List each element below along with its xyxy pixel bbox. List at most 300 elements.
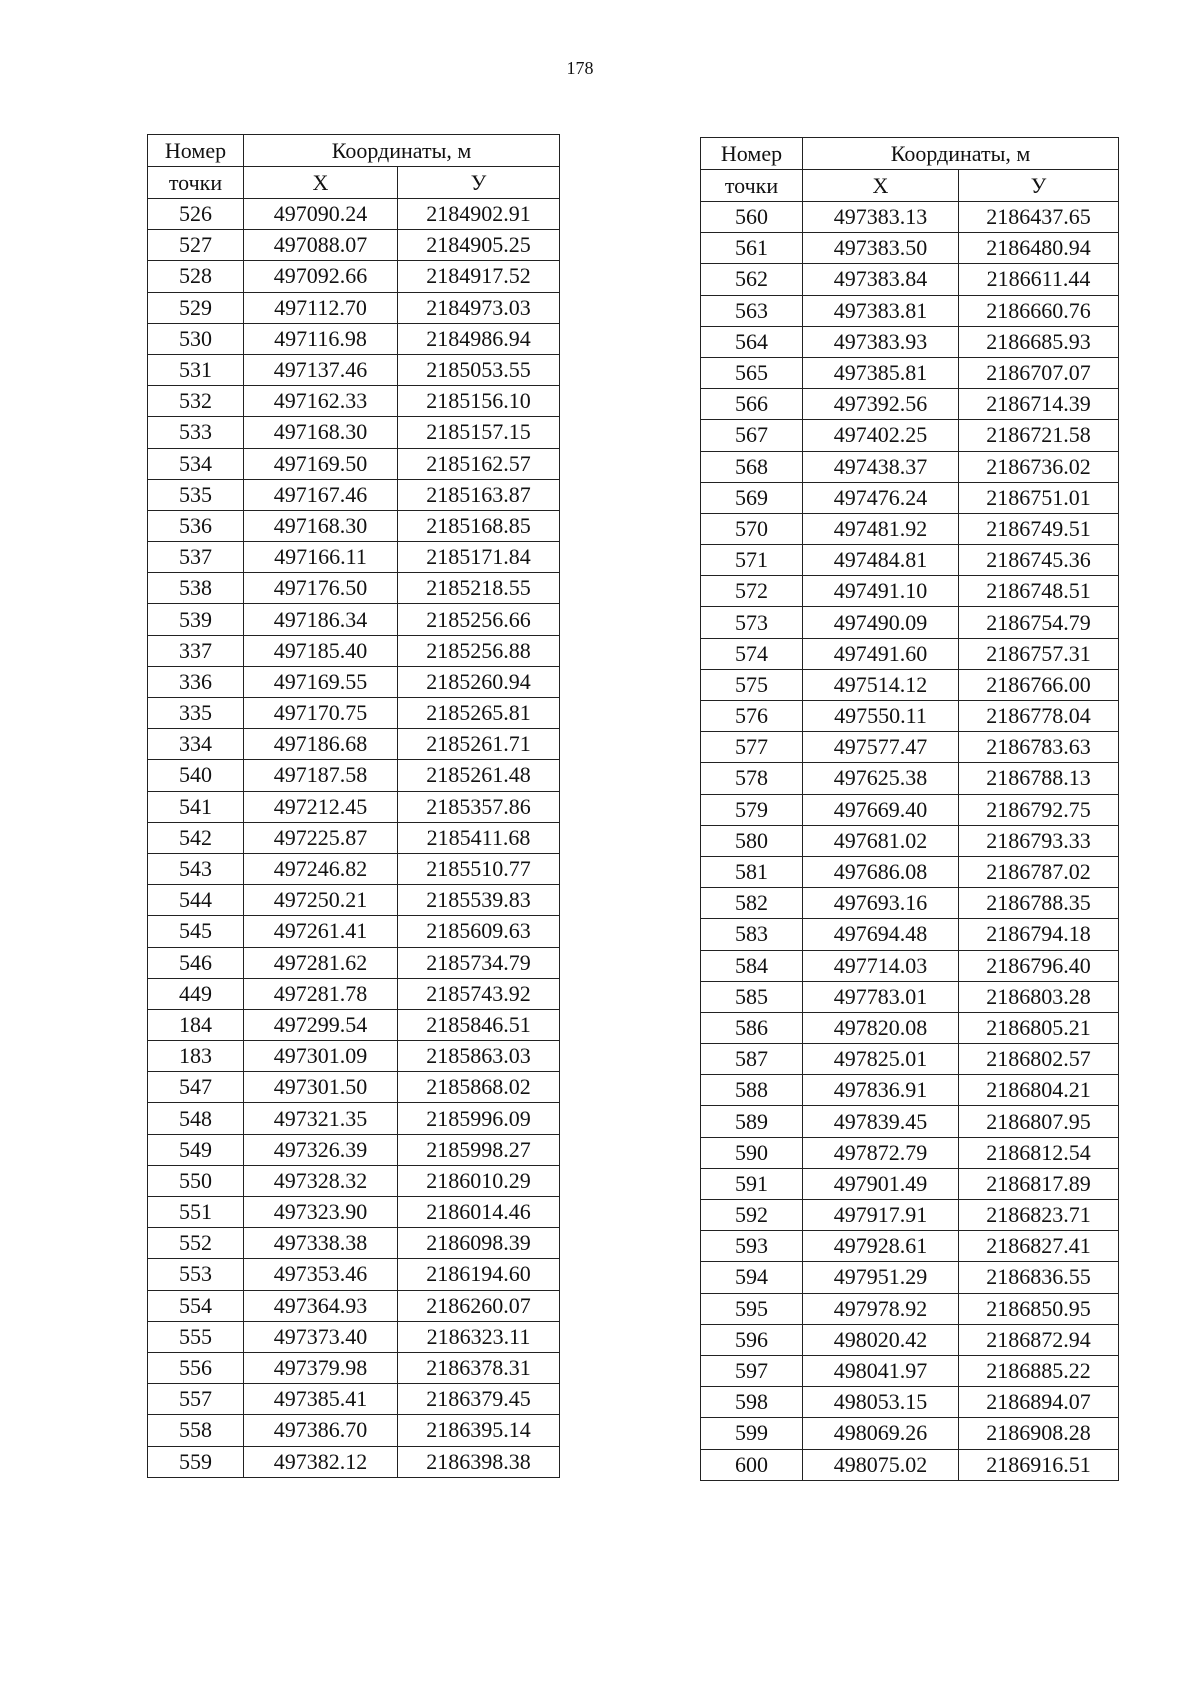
y-coordinate-cell: 2186916.51 — [959, 1449, 1119, 1480]
table-row — [148, 1259, 560, 1290]
y-coordinate-cell: 2185157.15 — [398, 417, 560, 448]
y-coordinate-cell: 2186014.46 — [398, 1197, 560, 1228]
point-number-cell: 533 — [148, 417, 244, 448]
point-number-cell: 548 — [148, 1103, 244, 1134]
point-number-cell: 575 — [701, 669, 803, 700]
point-number-cell: 600 — [701, 1449, 803, 1480]
point-number-cell: 563 — [701, 295, 803, 326]
table-row — [701, 482, 1119, 513]
table-row — [148, 323, 560, 354]
y-coordinate-cell: 2186736.02 — [959, 451, 1119, 482]
point-number-cell: 590 — [701, 1137, 803, 1168]
x-coordinate-cell: 497928.61 — [803, 1231, 959, 1262]
x-coordinate-cell: 497383.93 — [803, 326, 959, 357]
x-coordinate-cell: 497382.12 — [244, 1446, 398, 1477]
y-coordinate-cell: 2186378.31 — [398, 1352, 560, 1383]
point-number-cell: 567 — [701, 420, 803, 451]
y-coordinate-cell: 2185846.51 — [398, 1009, 560, 1040]
y-coordinate-cell: 2185411.68 — [398, 822, 560, 853]
x-coordinate-cell: 497379.98 — [244, 1352, 398, 1383]
y-coordinate-cell: 2186437.65 — [959, 202, 1119, 233]
point-number-cell: 534 — [148, 448, 244, 479]
point-number-cell: 570 — [701, 513, 803, 544]
x-coordinate-cell: 497491.10 — [803, 576, 959, 607]
x-coordinate-cell: 497169.50 — [244, 448, 398, 479]
point-number-cell: 565 — [701, 357, 803, 388]
point-number-cell: 587 — [701, 1044, 803, 1075]
y-coordinate-cell: 2186685.93 — [959, 326, 1119, 357]
table-row — [701, 1449, 1119, 1480]
x-coordinate-cell: 497386.70 — [244, 1415, 398, 1446]
point-number-cell: 596 — [701, 1324, 803, 1355]
point-number-cell: 528 — [148, 261, 244, 292]
y-coordinate-cell: 2186787.02 — [959, 856, 1119, 887]
table-row — [148, 573, 560, 604]
table-row — [148, 947, 560, 978]
y-coordinate-cell: 2186794.18 — [959, 919, 1119, 950]
y-coordinate-cell: 2185260.94 — [398, 666, 560, 697]
y-coordinate-cell: 2185171.84 — [398, 542, 560, 573]
x-coordinate-cell: 497301.09 — [244, 1041, 398, 1072]
y-coordinate-cell: 2186778.04 — [959, 701, 1119, 732]
y-coordinate-cell: 2186749.51 — [959, 513, 1119, 544]
point-number-cell: 536 — [148, 510, 244, 541]
table-row — [701, 1200, 1119, 1231]
point-number-cell: 550 — [148, 1165, 244, 1196]
x-coordinate-cell: 498069.26 — [803, 1418, 959, 1449]
x-coordinate-cell: 497187.58 — [244, 760, 398, 791]
point-number-cell: 552 — [148, 1228, 244, 1259]
table-row — [148, 604, 560, 635]
x-coordinate-cell: 497385.41 — [244, 1384, 398, 1415]
point-number-cell: 580 — [701, 825, 803, 856]
x-coordinate-cell: 497185.40 — [244, 635, 398, 666]
table-row — [148, 261, 560, 292]
x-coordinate-cell: 497281.62 — [244, 947, 398, 978]
table-row — [148, 791, 560, 822]
point-number-cell: 549 — [148, 1134, 244, 1165]
y-coordinate-cell: 2185609.63 — [398, 916, 560, 947]
table-row — [148, 1134, 560, 1165]
table-row — [701, 326, 1119, 357]
x-coordinate-cell: 497162.33 — [244, 386, 398, 417]
x-coordinate-cell: 497951.29 — [803, 1262, 959, 1293]
x-coordinate-cell: 497088.07 — [244, 230, 398, 261]
point-number-cell: 573 — [701, 607, 803, 638]
table-row — [701, 576, 1119, 607]
x-coordinate-cell: 497326.39 — [244, 1134, 398, 1165]
y-coordinate-cell: 2184986.94 — [398, 323, 560, 354]
header-coordinates: Координаты, м — [244, 135, 560, 167]
header-point-number: Номер — [701, 138, 803, 170]
point-number-cell: 576 — [701, 701, 803, 732]
x-coordinate-cell: 497364.93 — [244, 1290, 398, 1321]
x-coordinate-cell: 498041.97 — [803, 1355, 959, 1386]
header-point-number: Номер — [148, 135, 244, 167]
x-coordinate-cell: 497328.32 — [244, 1165, 398, 1196]
table-row — [701, 919, 1119, 950]
x-coordinate-cell: 497338.38 — [244, 1228, 398, 1259]
x-coordinate-cell: 497186.34 — [244, 604, 398, 635]
table-row — [701, 825, 1119, 856]
table-row — [701, 732, 1119, 763]
x-coordinate-cell: 497299.54 — [244, 1009, 398, 1040]
point-number-cell: 595 — [701, 1293, 803, 1324]
x-coordinate-cell: 497836.91 — [803, 1075, 959, 1106]
point-number-cell: 541 — [148, 791, 244, 822]
x-coordinate-cell: 497168.30 — [244, 510, 398, 541]
y-coordinate-cell: 2184917.52 — [398, 261, 560, 292]
x-coordinate-cell: 497476.24 — [803, 482, 959, 513]
x-coordinate-cell: 497169.55 — [244, 666, 398, 697]
point-number-cell: 589 — [701, 1106, 803, 1137]
point-number-cell: 538 — [148, 573, 244, 604]
table-row — [701, 607, 1119, 638]
point-number-cell: 530 — [148, 323, 244, 354]
y-coordinate-cell: 2186788.35 — [959, 888, 1119, 919]
y-coordinate-cell: 2185996.09 — [398, 1103, 560, 1134]
x-coordinate-cell: 497168.30 — [244, 417, 398, 448]
table-row — [701, 638, 1119, 669]
table-row — [701, 513, 1119, 544]
table-body-left — [148, 199, 560, 1478]
y-coordinate-cell: 2186894.07 — [959, 1387, 1119, 1418]
point-number-cell: 544 — [148, 885, 244, 916]
point-number-cell: 568 — [701, 451, 803, 482]
table-row — [701, 1418, 1119, 1449]
x-coordinate-cell: 497383.50 — [803, 233, 959, 264]
x-coordinate-cell: 497167.46 — [244, 479, 398, 510]
point-number-cell: 598 — [701, 1387, 803, 1418]
table-row — [701, 1293, 1119, 1324]
table-row — [148, 698, 560, 729]
table-row — [701, 794, 1119, 825]
y-coordinate-cell: 2186611.44 — [959, 264, 1119, 295]
x-coordinate-cell: 497281.78 — [244, 978, 398, 1009]
y-coordinate-cell: 2186836.55 — [959, 1262, 1119, 1293]
x-coordinate-cell: 497212.45 — [244, 791, 398, 822]
x-coordinate-cell: 497112.70 — [244, 292, 398, 323]
table-row — [148, 292, 560, 323]
table-row — [148, 1290, 560, 1321]
x-coordinate-cell: 497092.66 — [244, 261, 398, 292]
y-coordinate-cell: 2186823.71 — [959, 1200, 1119, 1231]
y-coordinate-cell: 2186885.22 — [959, 1355, 1119, 1386]
x-coordinate-cell: 497246.82 — [244, 853, 398, 884]
header-point-label: точки — [701, 170, 803, 202]
point-number-cell: 540 — [148, 760, 244, 791]
y-coordinate-cell: 2186872.94 — [959, 1324, 1119, 1355]
table-row — [148, 1072, 560, 1103]
page-number: 178 — [566, 58, 594, 78]
point-number-cell: 183 — [148, 1041, 244, 1072]
table-row — [701, 1168, 1119, 1199]
x-coordinate-cell: 497481.92 — [803, 513, 959, 544]
point-number-cell: 542 — [148, 822, 244, 853]
point-number-cell: 537 — [148, 542, 244, 573]
y-coordinate-cell: 2186804.21 — [959, 1075, 1119, 1106]
point-number-cell: 527 — [148, 230, 244, 261]
table-row — [148, 230, 560, 261]
table-row — [148, 1197, 560, 1228]
x-coordinate-cell: 497170.75 — [244, 698, 398, 729]
table-row — [701, 389, 1119, 420]
y-coordinate-cell: 2185734.79 — [398, 947, 560, 978]
y-coordinate-cell: 2186812.54 — [959, 1137, 1119, 1168]
y-coordinate-cell: 2184905.25 — [398, 230, 560, 261]
x-coordinate-cell: 497323.90 — [244, 1197, 398, 1228]
point-number-cell: 543 — [148, 853, 244, 884]
point-number-cell: 526 — [148, 199, 244, 230]
point-number-cell: 561 — [701, 233, 803, 264]
y-coordinate-cell: 2185218.55 — [398, 573, 560, 604]
point-number-cell: 529 — [148, 292, 244, 323]
table-row — [701, 981, 1119, 1012]
y-coordinate-cell: 2186098.39 — [398, 1228, 560, 1259]
y-coordinate-cell: 2186783.63 — [959, 732, 1119, 763]
y-coordinate-cell: 2186194.60 — [398, 1259, 560, 1290]
y-coordinate-cell: 2184902.91 — [398, 199, 560, 230]
table-row — [148, 729, 560, 760]
point-number-cell: 555 — [148, 1321, 244, 1352]
x-coordinate-cell: 497383.13 — [803, 202, 959, 233]
table-row — [148, 978, 560, 1009]
table-row — [148, 1103, 560, 1134]
table-row — [701, 264, 1119, 295]
x-coordinate-cell: 497625.38 — [803, 763, 959, 794]
x-coordinate-cell: 498075.02 — [803, 1449, 959, 1480]
table-row — [148, 199, 560, 230]
point-number-cell: 579 — [701, 794, 803, 825]
table-row — [701, 1231, 1119, 1262]
table-row — [701, 545, 1119, 576]
y-coordinate-cell: 2185998.27 — [398, 1134, 560, 1165]
x-coordinate-cell: 497166.11 — [244, 542, 398, 573]
y-coordinate-cell: 2185510.77 — [398, 853, 560, 884]
table-row — [701, 295, 1119, 326]
x-coordinate-cell: 497373.40 — [244, 1321, 398, 1352]
point-number-cell: 597 — [701, 1355, 803, 1386]
point-number-cell: 337 — [148, 635, 244, 666]
table-row — [148, 479, 560, 510]
y-coordinate-cell: 2186398.38 — [398, 1446, 560, 1477]
x-coordinate-cell: 497901.49 — [803, 1168, 959, 1199]
point-number-cell: 560 — [701, 202, 803, 233]
point-number-cell: 334 — [148, 729, 244, 760]
table-row — [148, 1446, 560, 1477]
x-coordinate-cell: 497438.37 — [803, 451, 959, 482]
x-coordinate-cell: 497694.48 — [803, 919, 959, 950]
y-coordinate-cell: 2186751.01 — [959, 482, 1119, 513]
point-number-cell: 545 — [148, 916, 244, 947]
table-row — [148, 885, 560, 916]
y-coordinate-cell: 2186379.45 — [398, 1384, 560, 1415]
point-number-cell: 574 — [701, 638, 803, 669]
table-body-right — [701, 202, 1119, 1481]
y-coordinate-cell: 2185863.03 — [398, 1041, 560, 1072]
table-row — [701, 763, 1119, 794]
x-coordinate-cell: 497353.46 — [244, 1259, 398, 1290]
header-y: У — [959, 170, 1119, 202]
point-number-cell: 569 — [701, 482, 803, 513]
point-number-cell: 588 — [701, 1075, 803, 1106]
x-coordinate-cell: 497577.47 — [803, 732, 959, 763]
point-number-cell: 554 — [148, 1290, 244, 1321]
coordinates-table-left — [147, 134, 560, 1478]
x-coordinate-cell: 497978.92 — [803, 1293, 959, 1324]
y-coordinate-cell: 2185265.81 — [398, 698, 560, 729]
point-number-cell: 583 — [701, 919, 803, 950]
table-row — [701, 1137, 1119, 1168]
table-row — [701, 1044, 1119, 1075]
y-coordinate-cell: 2186395.14 — [398, 1415, 560, 1446]
table-row — [701, 1262, 1119, 1293]
y-coordinate-cell: 2185053.55 — [398, 354, 560, 385]
point-number-cell: 582 — [701, 888, 803, 919]
table-row — [701, 451, 1119, 482]
x-coordinate-cell: 497176.50 — [244, 573, 398, 604]
x-coordinate-cell: 497321.35 — [244, 1103, 398, 1134]
coordinates-table-right — [700, 137, 1119, 1481]
table-row — [701, 202, 1119, 233]
x-coordinate-cell: 497250.21 — [244, 885, 398, 916]
table-row — [701, 888, 1119, 919]
x-coordinate-cell: 497783.01 — [803, 981, 959, 1012]
table-row — [148, 1415, 560, 1446]
y-coordinate-cell: 2186817.89 — [959, 1168, 1119, 1199]
x-coordinate-cell: 497225.87 — [244, 822, 398, 853]
table-row — [148, 666, 560, 697]
table-row — [701, 669, 1119, 700]
point-number-cell: 535 — [148, 479, 244, 510]
y-coordinate-cell: 2184973.03 — [398, 292, 560, 323]
y-coordinate-cell: 2186745.36 — [959, 545, 1119, 576]
point-number-cell: 547 — [148, 1072, 244, 1103]
y-coordinate-cell: 2186792.75 — [959, 794, 1119, 825]
point-number-cell: 184 — [148, 1009, 244, 1040]
header-x: X — [244, 167, 398, 199]
point-number-cell: 586 — [701, 1012, 803, 1043]
y-coordinate-cell: 2186748.51 — [959, 576, 1119, 607]
point-number-cell: 599 — [701, 1418, 803, 1449]
x-coordinate-cell: 497491.60 — [803, 638, 959, 669]
x-coordinate-cell: 498020.42 — [803, 1324, 959, 1355]
table-row — [701, 1355, 1119, 1386]
x-coordinate-cell: 497186.68 — [244, 729, 398, 760]
point-number-cell: 449 — [148, 978, 244, 1009]
point-number-cell: 571 — [701, 545, 803, 576]
header-coordinates: Координаты, м — [803, 138, 1119, 170]
y-coordinate-cell: 2186803.28 — [959, 981, 1119, 1012]
point-number-cell: 539 — [148, 604, 244, 635]
x-coordinate-cell: 497681.02 — [803, 825, 959, 856]
y-coordinate-cell: 2185261.48 — [398, 760, 560, 791]
y-coordinate-cell: 2185256.88 — [398, 635, 560, 666]
header-x: X — [803, 170, 959, 202]
point-number-cell: 556 — [148, 1352, 244, 1383]
table-row — [701, 701, 1119, 732]
point-number-cell: 564 — [701, 326, 803, 357]
x-coordinate-cell: 497917.91 — [803, 1200, 959, 1231]
table-row — [148, 1041, 560, 1072]
table-row — [148, 760, 560, 791]
table-row — [148, 1165, 560, 1196]
point-number-cell: 594 — [701, 1262, 803, 1293]
x-coordinate-cell: 497392.56 — [803, 389, 959, 420]
table-row — [701, 357, 1119, 388]
x-coordinate-cell: 497669.40 — [803, 794, 959, 825]
point-number-cell: 551 — [148, 1197, 244, 1228]
y-coordinate-cell: 2186260.07 — [398, 1290, 560, 1321]
table-row — [701, 1324, 1119, 1355]
y-coordinate-cell: 2185743.92 — [398, 978, 560, 1009]
y-coordinate-cell: 2186802.57 — [959, 1044, 1119, 1075]
point-number-cell: 531 — [148, 354, 244, 385]
point-number-cell: 558 — [148, 1415, 244, 1446]
x-coordinate-cell: 497385.81 — [803, 357, 959, 388]
y-coordinate-cell: 2185261.71 — [398, 729, 560, 760]
y-coordinate-cell: 2186707.07 — [959, 357, 1119, 388]
x-coordinate-cell: 497484.81 — [803, 545, 959, 576]
point-number-cell: 592 — [701, 1200, 803, 1231]
point-number-cell: 585 — [701, 981, 803, 1012]
x-coordinate-cell: 497514.12 — [803, 669, 959, 700]
table-row — [701, 1075, 1119, 1106]
x-coordinate-cell: 497116.98 — [244, 323, 398, 354]
y-coordinate-cell: 2186714.39 — [959, 389, 1119, 420]
y-coordinate-cell: 2186766.00 — [959, 669, 1119, 700]
table-row — [148, 354, 560, 385]
y-coordinate-cell: 2186805.21 — [959, 1012, 1119, 1043]
x-coordinate-cell: 497402.25 — [803, 420, 959, 451]
x-coordinate-cell: 497872.79 — [803, 1137, 959, 1168]
point-number-cell: 335 — [148, 698, 244, 729]
y-coordinate-cell: 2186827.41 — [959, 1231, 1119, 1262]
y-coordinate-cell: 2185539.83 — [398, 885, 560, 916]
x-coordinate-cell: 497090.24 — [244, 199, 398, 230]
x-coordinate-cell: 497839.45 — [803, 1106, 959, 1137]
x-coordinate-cell: 497686.08 — [803, 856, 959, 887]
table-row — [148, 448, 560, 479]
table-row — [148, 822, 560, 853]
point-number-cell: 553 — [148, 1259, 244, 1290]
y-coordinate-cell: 2185168.85 — [398, 510, 560, 541]
table-row — [701, 1106, 1119, 1137]
header-y: У — [398, 167, 560, 199]
x-coordinate-cell: 497383.81 — [803, 295, 959, 326]
table-row — [148, 1228, 560, 1259]
x-coordinate-cell: 497714.03 — [803, 950, 959, 981]
y-coordinate-cell: 2186754.79 — [959, 607, 1119, 638]
table-row — [148, 916, 560, 947]
y-coordinate-cell: 2185256.66 — [398, 604, 560, 635]
x-coordinate-cell: 498053.15 — [803, 1387, 959, 1418]
table-row — [148, 1009, 560, 1040]
table-row — [148, 542, 560, 573]
table-row — [701, 420, 1119, 451]
point-number-cell: 336 — [148, 666, 244, 697]
point-number-cell: 557 — [148, 1384, 244, 1415]
table-row — [148, 386, 560, 417]
y-coordinate-cell: 2185357.86 — [398, 791, 560, 822]
y-coordinate-cell: 2186010.29 — [398, 1165, 560, 1196]
table-row — [148, 1352, 560, 1383]
y-coordinate-cell: 2186788.13 — [959, 763, 1119, 794]
x-coordinate-cell: 497490.09 — [803, 607, 959, 638]
point-number-cell: 593 — [701, 1231, 803, 1262]
point-number-cell: 562 — [701, 264, 803, 295]
y-coordinate-cell: 2186908.28 — [959, 1418, 1119, 1449]
